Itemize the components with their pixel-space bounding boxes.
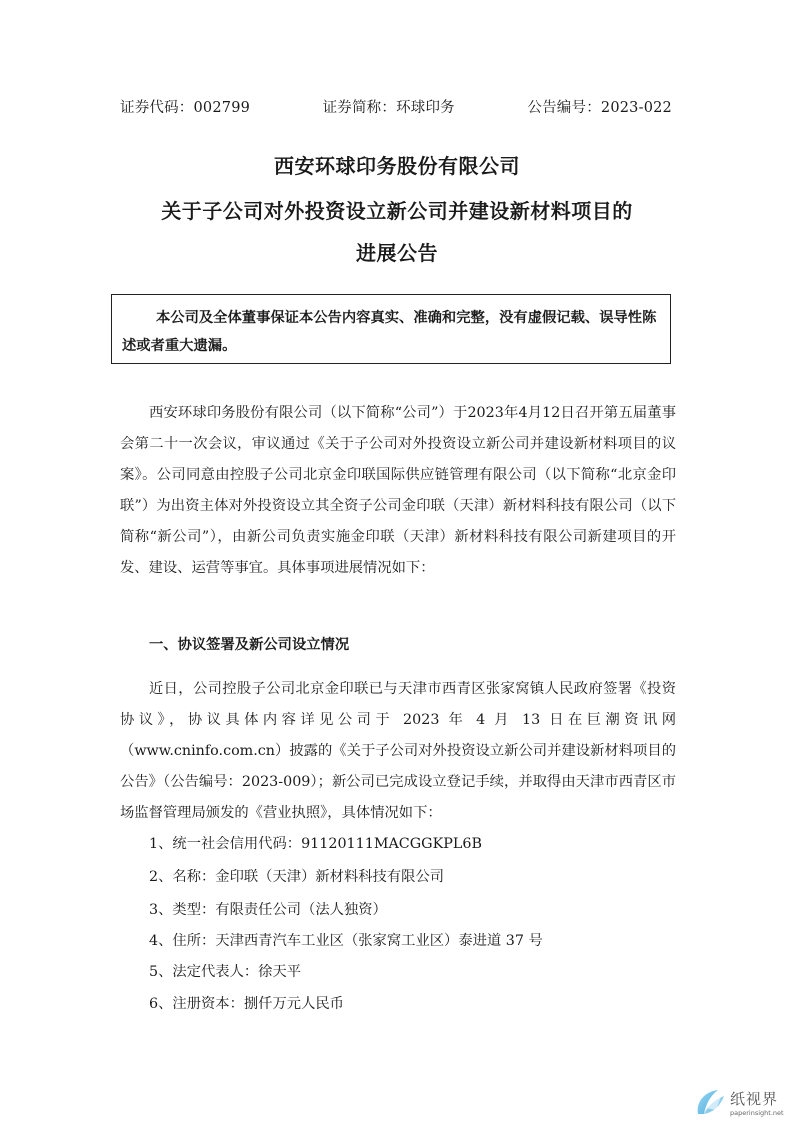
watermark-url: paperinsight.net [730, 1108, 784, 1117]
section-heading-agreement: 一、协议签署及新公司设立情况 [149, 637, 350, 653]
announcement-title-line2: 进展公告 [356, 241, 438, 265]
list-item: 1、统一社会信用代码：91120111MACGGKPL6B [149, 836, 482, 852]
document-header [120, 96, 672, 117]
watermark [692, 1080, 792, 1124]
company-title: 西安环球印务股份有限公司 [274, 154, 520, 178]
list-item: 3、类型：有限责任公司（法人独资） [149, 902, 387, 918]
list-item: 2、名称：金印联（天津）新材料科技有限公司 [149, 869, 445, 885]
list-item: 4、住所：天津西青汽车工业区（张家窝工业区）泰进道 37 号 [149, 933, 543, 949]
intro-paragraph: 西安环球印务股份有限公司（以下简称“公司”）于2023年4月12日召开第五届董事会第二十一次会议，审议通过《关于子公司对外投资设立新公司并建设新材料项目的议案》。公司同意由控股子公司北京金印联国际供应链管理有限公司（以下简称“北京金印联”）为出资主体对外投资设立其全资子公司金印联（天津）新材料科技有限公司（以下简称“新公司”），由新公司负责实施金印联（天津）新材料科技有限公司新建项目的开发、建设、运营等事宜。具体事项进展情况如下： [120, 405, 676, 576]
announcement-title-line1: 关于子公司对外投资设立新公司并建设新材料项目的 [161, 199, 633, 223]
announcement-number: 公告编号：2023-022 [527, 100, 672, 116]
stock-code: 证券代码：002799 [120, 100, 251, 116]
stock-abbreviation: 证券简称：环球印务 [322, 100, 455, 116]
agreement-paragraph: 近日，公司控股子公司北京金印联已与天津市西青区张家窝镇人民政府签署《投资协议》，协议具体内容详见公司于 2023 年 4 月 13 日在巨潮资讯网（www.cninfo.com.cn）披露的《关于子公司对外投资设立新公司并建设新材料项目的公告》（公告编号：2023-009）；新公司已完成设立登记手续，并取得由天津市西青区市场监督管理局颁发的《营业执照》，具体情况如下： [120, 681, 676, 821]
board-assurance-notice: 本公司及全体董事保证本公告内容真实、准确和完整，没有虚假记载、误导性陈述或者重大遗漏。 [111, 294, 671, 364]
list-item: 6、注册资本：捌仟万元人民币 [149, 996, 344, 1012]
watermark-title: 纸视界 [730, 1089, 779, 1108]
list-item: 5、法定代表人：徐天平 [149, 964, 302, 980]
paper-plane-logo-icon [692, 1084, 728, 1120]
